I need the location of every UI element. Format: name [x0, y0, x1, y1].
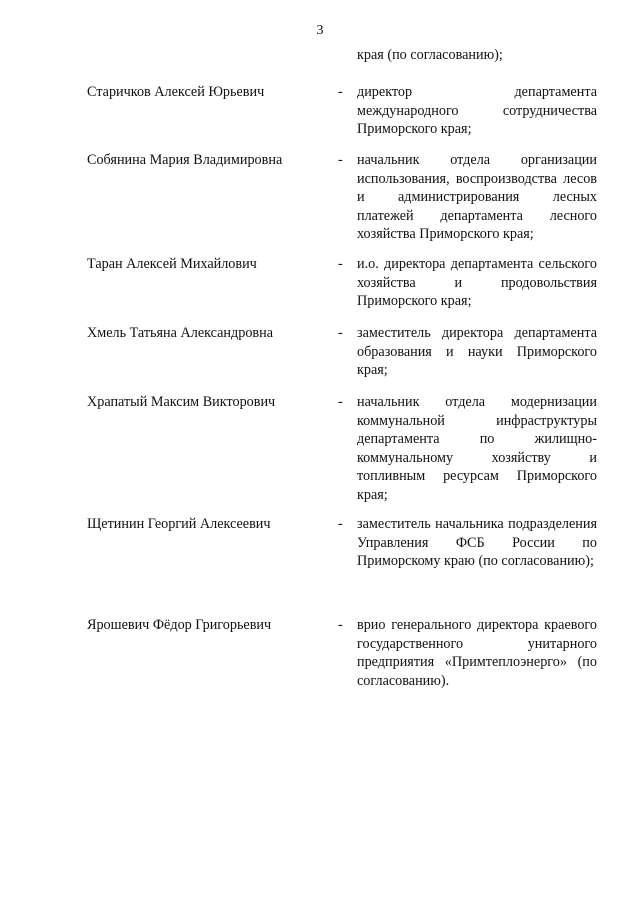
person-position: заместитель начальника подразделения Управления ФСБ России по Приморскому краю (по согласованию); [357, 516, 597, 570]
person-name: Храпатый Максим Викторович [87, 394, 276, 410]
page-number: 3 [316, 23, 324, 38]
dash-separator: - [338, 325, 343, 341]
person-name: Щетинин Георгий Алексеевич [87, 516, 271, 532]
continuation-text: края (по согласованию); [357, 47, 503, 63]
person-name: Хмель Татьяна Александровна [87, 325, 274, 341]
dash-separator: - [338, 84, 343, 100]
person-name: Собянина Мария Владимировна [87, 152, 283, 168]
list-item [0, 616, 640, 736]
person-position: врио генерального директора краевого государственного унитарного предприятия «Примтеплоэнерго» (по согласованию). [357, 617, 597, 689]
person-name: Ярошевич Фёдор Григорьевич [87, 617, 272, 633]
person-position: начальник отдела организации использования, воспроизводства лесов и администрирования лесных платежей департамента лесного хозяйства Приморского края; [357, 152, 597, 243]
person-position: и.о. директора департамента сельского хозяйства и продовольствия Приморского края; [357, 256, 597, 310]
person-name: Таран Алексей Михайлович [87, 256, 257, 272]
person-position: директор департамента международного сотрудничества Приморского края; [357, 84, 597, 138]
list-item [0, 151, 640, 271]
dash-separator: - [338, 256, 343, 272]
dash-separator: - [338, 617, 343, 633]
list-item [0, 393, 640, 513]
dash-separator: - [338, 152, 343, 168]
person-name: Старичков Алексей Юрьевич [87, 84, 265, 100]
person-position: начальник отдела модернизации коммунальной инфраструктуры департамента по жилищно-коммунальному хозяйству и топливным ресурсам Приморского края; [357, 394, 597, 503]
dash-separator: - [338, 394, 343, 410]
dash-separator: - [338, 516, 343, 532]
person-position: заместитель директора департамента образования и науки Приморского края; [357, 325, 597, 379]
